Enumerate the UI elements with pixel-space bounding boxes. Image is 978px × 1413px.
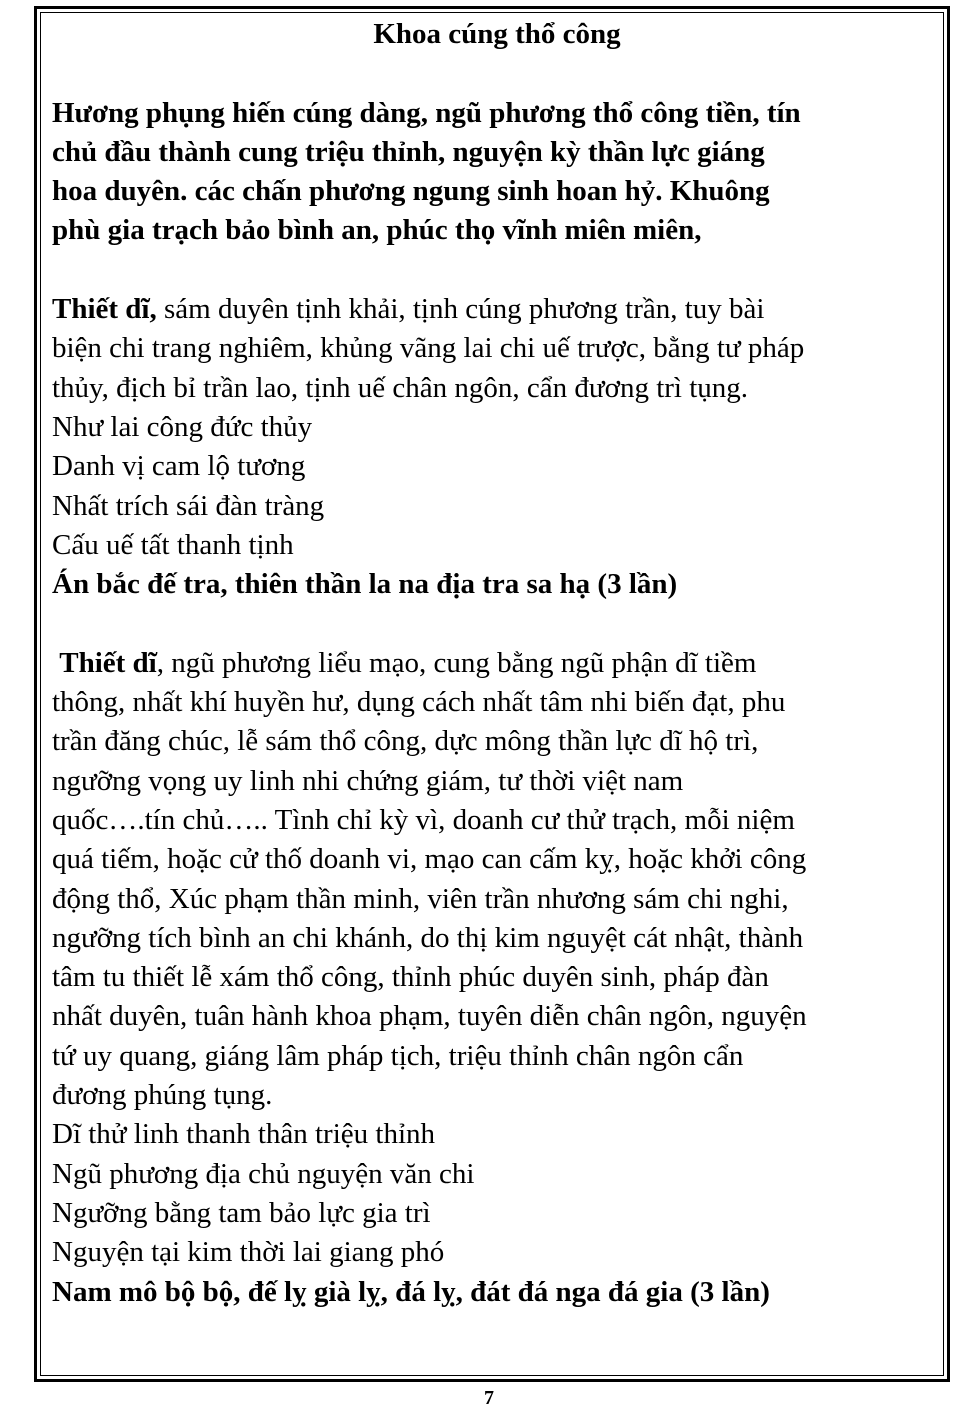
section1-line-text: sám duyên tịnh khải, tịnh cúng phương trần, tuy bài <box>156 293 765 326</box>
spacer <box>52 604 942 643</box>
section2-line <box>52 644 942 683</box>
section1-line <box>52 290 942 329</box>
section2-line: tứ uy quang, giáng lâm pháp tịch, triệu thỉnh chân ngôn cẩn <box>52 1039 744 1072</box>
intro-line: phù gia trạch bảo bình an, phúc thọ vĩnh miên miên, <box>52 214 702 247</box>
page-title: Khoa cúng thổ công <box>373 18 621 50</box>
intro-line: chủ đầu thành cung triệu thỉnh, nguyện kỳ thần lực giáng <box>52 135 765 168</box>
section1-line: biện chi trang nghiêm, khủng vãng lai chi uế trược, bằng tư pháp <box>52 332 805 365</box>
section2-line: tâm tu thiết lễ xám thổ công, thỉnh phúc duyên sinh, pháp đàn <box>52 961 769 994</box>
section2-line: đương phúng tụng. <box>52 1079 273 1112</box>
intro-line: Hương phụng hiến cúng dàng, ngũ phương thổ công tiền, tín <box>52 96 801 129</box>
section1-verse: Nhất trích sái đàn tràng <box>52 489 325 522</box>
section2-line: trần đăng chúc, lễ sám thổ công, dực mông thần lực dĩ hộ trì, <box>52 725 759 758</box>
section2-verse: Ngưỡng bằng tam bảo lực gia trì <box>52 1196 431 1229</box>
section2-verse: Dĩ thử linh thanh thân triệu thỉnh <box>52 1118 436 1151</box>
section1-lead: Thiết dĩ, <box>52 293 157 326</box>
section1-mantra: Án bắc đế tra, thiên thần la na địa tra sa hạ (3 lần) <box>52 568 678 601</box>
spacer <box>52 54 942 93</box>
section2-line: ngưỡng tích bình an chi khánh, do thị kim nguyệt cát nhật, thành <box>52 921 804 954</box>
section1-line: thủy, địch bỉ trần lao, tịnh uế chân ngôn, cẩn đương trì tụng. <box>52 371 749 404</box>
section2-mantra: Nam mô bộ bộ, đế lỵ già lỵ, đá lỵ, đát đá nga đá gia (3 lần) <box>52 1275 770 1308</box>
section1-verse: Cấu uế tất thanh tịnh <box>52 528 294 561</box>
section2-verse: Nguyện tại kim thời lai giang phó <box>52 1236 445 1269</box>
section2-paragraph <box>52 644 942 1312</box>
section2-line-text: , ngũ phương liểu mạo, cung bằng ngũ phận dĩ tiềm <box>156 646 757 679</box>
intro-line: hoa duyên. các chấn phương ngung sinh hoan hỷ. Khuông <box>52 175 770 208</box>
section2-line: động thổ, Xúc phạm thần minh, viên trần nhương sám chi nghi, <box>52 882 789 915</box>
section2-line: quốc….tín chủ….. Tình chỉ kỳ vì, doanh cư thử trạch, mỗi niệm <box>52 803 795 836</box>
section2-verse: Ngũ phương địa chủ nguyện văn chi <box>52 1157 475 1190</box>
section2-line: nhất duyên, tuân hành khoa phạm, tuyên diễn chân ngôn, nguyện <box>52 1000 807 1033</box>
document-body <box>52 15 942 1312</box>
section1-paragraph <box>52 290 942 604</box>
intro-paragraph <box>52 94 942 251</box>
section2-line: quá tiếm, hoặc cử thố doanh vi, mạo can cấm kỵ, hoặc khởi công <box>52 843 807 876</box>
spacer <box>52 251 942 290</box>
page-number: 7 <box>484 1387 494 1409</box>
section2-lead: Thiết dĩ <box>59 646 157 679</box>
section1-verse: Như lai công đức thủy <box>52 410 313 443</box>
section2-line: thông, nhất khí huyền hư, dụng cách nhất tâm nhi biến đạt, phu <box>52 686 786 719</box>
section1-verse: Danh vị cam lộ tương <box>52 450 306 483</box>
section2-line: ngưỡng vọng uy linh nhi chứng giám, tư thời việt nam <box>52 764 684 797</box>
